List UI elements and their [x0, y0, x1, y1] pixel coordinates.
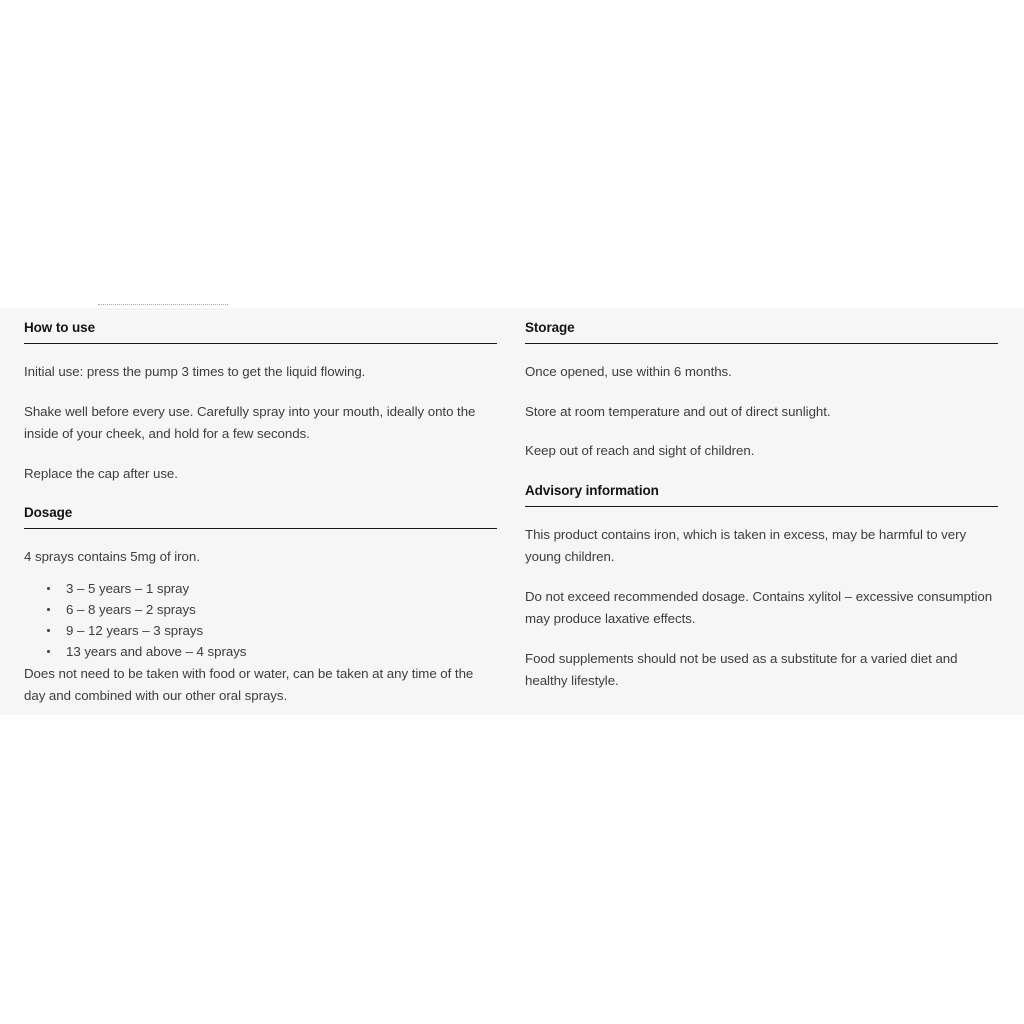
advisory-paragraph-3: Food supplements should not be used as a substitute for a varied diet and healthy lifestyle. [525, 650, 958, 688]
how-to-use-paragraph-2: Shake well before every use. Carefully spray into your mouth, ideally onto the inside of your cheek, and hold for a few seconds. [24, 403, 476, 441]
advisory-paragraph-1: This product contains iron, which is taken in excess, may be harmful to very young children. [525, 526, 967, 564]
section-storage [525, 320, 998, 463]
list-item: 6 – 8 years – 2 sprays [44, 599, 497, 620]
advisory-information-heading: Advisory information [525, 483, 998, 507]
list-item: 9 – 12 years – 3 sprays [44, 620, 497, 641]
list-item: 3 – 5 years – 1 spray [44, 578, 497, 599]
product-info-panel [0, 308, 1024, 715]
info-columns [0, 308, 1024, 708]
dosage-footnote: Does not need to be taken with food or water, can be taken at any time of the day and combined with our other oral sprays. [24, 665, 474, 703]
dosage-heading: Dosage [24, 505, 497, 529]
storage-paragraph-3: Keep out of reach and sight of children. [525, 443, 755, 458]
advisory-paragraph-2: Do not exceed recommended dosage. Contains xylitol – excessive consumption may produce laxative effects. [525, 588, 993, 626]
how-to-use-paragraph-3: Replace the cap after use. [24, 465, 178, 481]
storage-paragraph-1: Once opened, use within 6 months. [525, 364, 732, 379]
storage-heading: Storage [525, 320, 998, 344]
dosage-list [24, 578, 497, 662]
section-advisory-information [525, 483, 998, 693]
dosage-intro: 4 sprays contains 5mg of iron. [24, 549, 200, 564]
how-to-use-paragraph-1: Initial use: press the pump 3 times to get the liquid flowing. [24, 364, 366, 379]
storage-paragraph-2: Store at room temperature and out of direct sunlight. [525, 403, 831, 419]
dotted-divider [98, 304, 228, 305]
how-to-use-heading: How to use [24, 320, 497, 344]
list-item: 13 years and above – 4 sprays [44, 641, 497, 662]
